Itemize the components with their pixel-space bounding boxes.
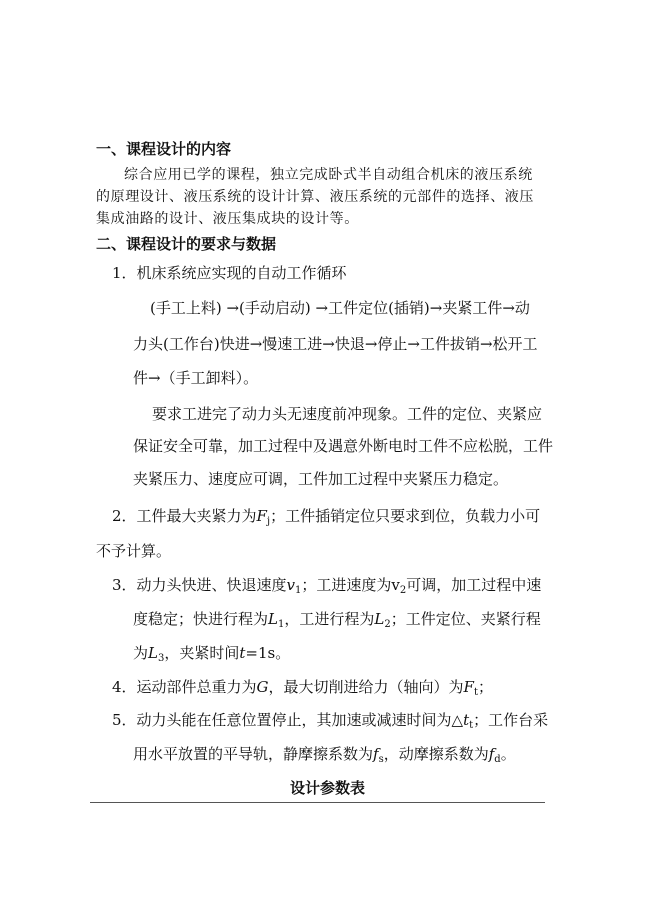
req-line1: 要求工进完了动力头无速度前冲现象。工件的定位、夹紧应 — [152, 405, 543, 423]
item5-l2a: 用水平放置的平导轨，静摩擦系数为 — [133, 745, 374, 763]
item3-line2 — [133, 609, 541, 629]
item3-t: t — [239, 644, 246, 662]
item3-l3a: 为 — [133, 644, 149, 662]
item3-l1b: ；工进速度为 — [301, 576, 392, 594]
item4-F-sub: t — [473, 687, 478, 698]
item2-text-a: 2．工件最大夹紧力为 — [112, 507, 257, 525]
item4-c: ； — [478, 678, 494, 696]
item2-text-b: ；工件插销定位只要求到位，负载力小可 — [270, 507, 541, 525]
item3-line3 — [133, 643, 290, 663]
item5-l1a: 5．动力头能在任意位置停止，其加速或减速时间为△ — [112, 711, 464, 729]
item5-fd-sub: d — [494, 754, 501, 765]
item2-line2: 不予计算。 — [96, 542, 172, 560]
item5-line2 — [133, 744, 516, 764]
item5-line1 — [112, 710, 548, 730]
cycle-line2: 力头(工作台)快进→慢速工进→快退→停止→工件拔销→松开工 — [133, 335, 538, 353]
item5-l1b: ；工作台采 — [473, 711, 549, 729]
item2-sub-j: j — [266, 516, 271, 527]
item3-L2-sub: 2 — [384, 619, 391, 630]
item4-G: G — [256, 678, 269, 696]
item3-L1: L — [268, 610, 278, 628]
item5-fd: f — [488, 745, 495, 763]
item5-l2c: 。 — [500, 745, 516, 763]
item3-l2a: 度稳定；快进行程为 — [133, 610, 269, 628]
req-line2: 保证安全可靠，加工过程中及遇意外断电时工件不应松脱，工件 — [133, 437, 554, 455]
item3-l3c: =1s。 — [245, 644, 291, 662]
item3-l2c: ；工件定位、夹紧行程 — [390, 610, 541, 628]
item3-v2: v — [391, 576, 400, 594]
item3-l3b: ，夹紧时间 — [164, 644, 240, 662]
table-title: 设计参数表 — [290, 779, 366, 797]
item3-v1: v — [286, 576, 296, 594]
cycle-line3: 件→（手工卸料）。 — [133, 369, 259, 387]
item4-F: F — [463, 678, 474, 696]
item4-b: ，最大切削进给力（轴向）为 — [268, 678, 464, 696]
section1-para-line2: 的原理设计、液压系统的设计计算、液压系统的元部件的选择、液压 — [96, 189, 534, 205]
section1-para-line3: 集成油路的设计、液压集成块的设计等。 — [96, 211, 359, 227]
item3-v1-sub: 1 — [295, 585, 302, 596]
section1-para-line1: 综合应用已学的课程，独立完成卧式半自动组合机床的液压系统 — [124, 167, 533, 183]
item3-l2b: ，工进行程为 — [284, 610, 375, 628]
item5-fs-sub: s — [378, 754, 384, 765]
item1-title: 1．机床系统应实现的自动工作循环 — [112, 264, 347, 282]
item3-v2-sub: 2 — [399, 585, 407, 596]
item3-L1-sub: 1 — [277, 619, 285, 630]
item3-L2: L — [374, 610, 385, 628]
item2-symbol-F: F — [256, 507, 267, 525]
item5-l2b: ，动摩擦系数为 — [383, 745, 489, 763]
item4-a: 4．运动部件总重力为 — [112, 678, 257, 696]
cycle-line1: (手工上料) →(手动启动) →工件定位(插销)→夹紧工件→动 — [150, 299, 530, 317]
item5-t-sub: t — [469, 720, 474, 731]
item3-l1c: 可调，加工过程中速 — [406, 576, 542, 594]
item3-line1 — [112, 575, 541, 595]
section2-heading: 二、课程设计的要求与数据 — [96, 235, 277, 253]
item5-t: t — [463, 711, 470, 729]
item5-fs: f — [373, 745, 379, 763]
item3-L3-sub: 3 — [157, 653, 165, 664]
section1-heading: 一、课程设计的内容 — [96, 140, 232, 158]
table-top-rule — [90, 802, 545, 803]
item3-l1a: 3．动力头快进、快退速度 — [112, 576, 287, 594]
req-line3: 夹紧压力、速度应可调，工件加工过程中夹紧压力稳定。 — [133, 470, 509, 488]
item3-L3: L — [148, 644, 158, 662]
item2-line1 — [112, 506, 540, 526]
item4-line — [112, 677, 493, 697]
